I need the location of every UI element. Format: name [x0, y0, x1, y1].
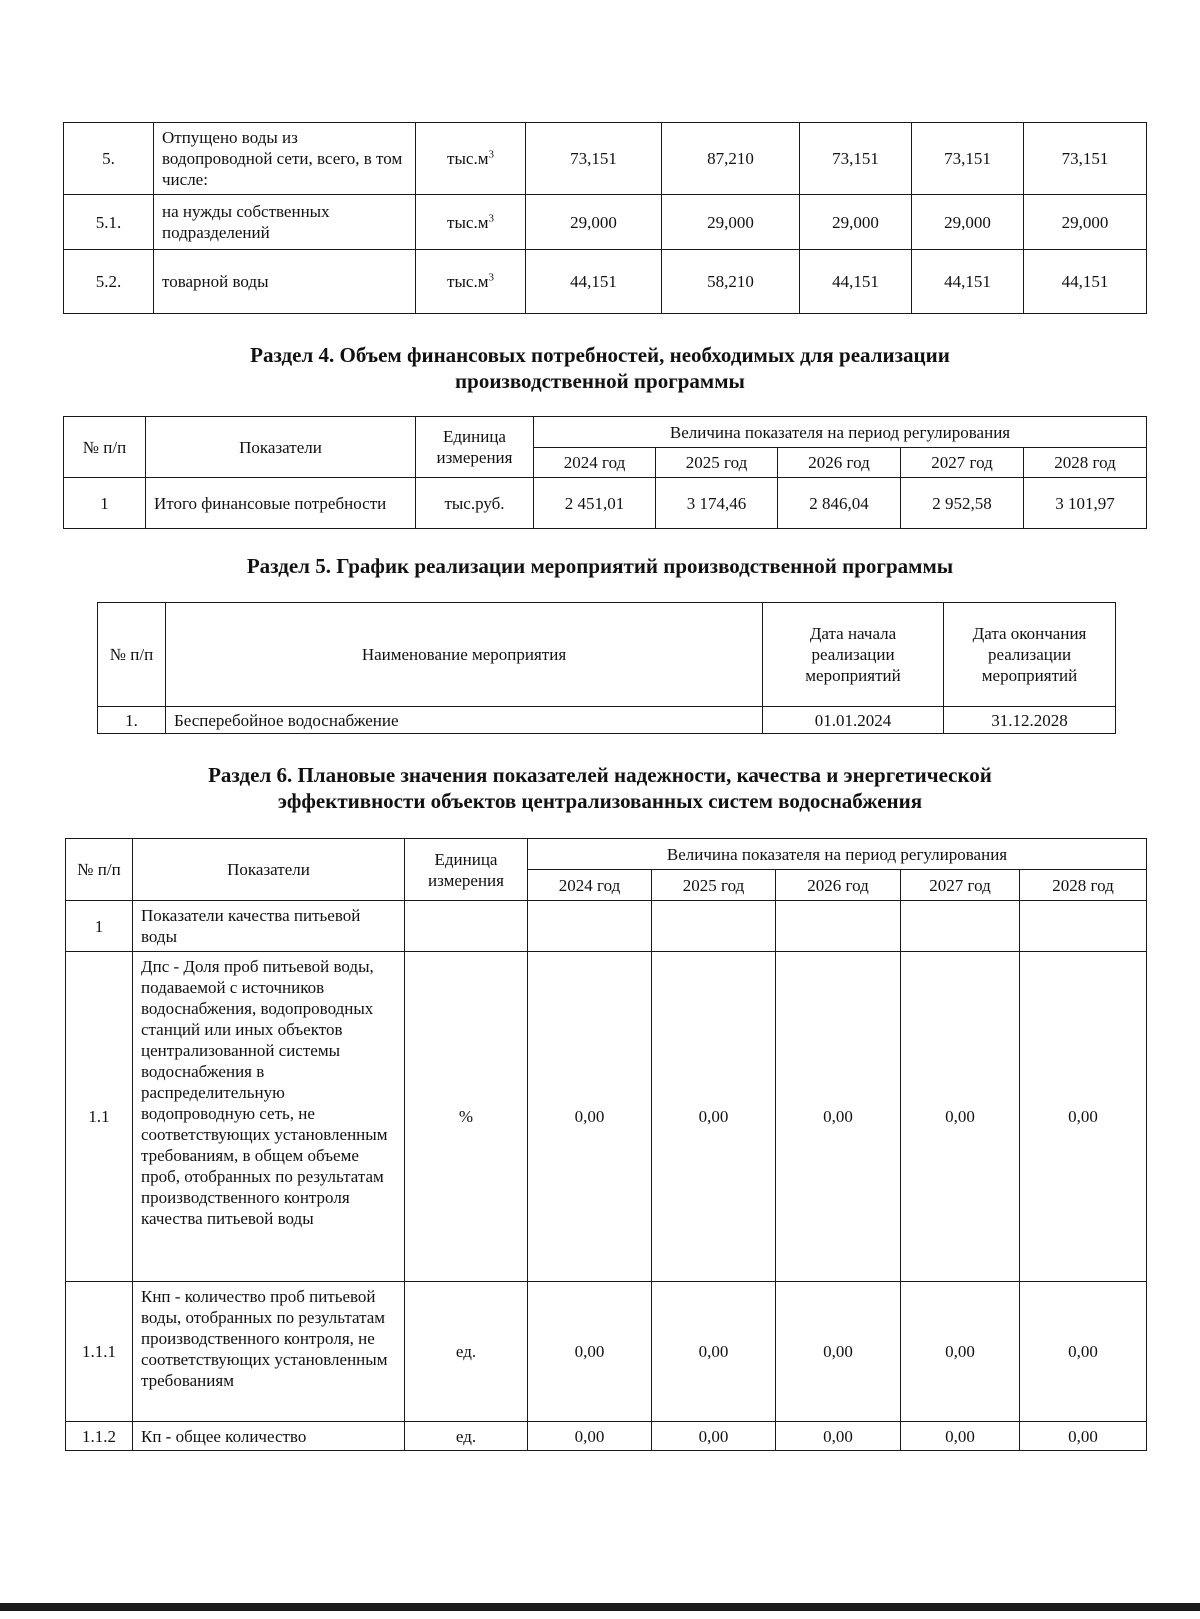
section6-title-line1: Раздел 6. Плановые значения показателей надежности, качества и энергетической	[208, 763, 992, 787]
value-cell: 29,000	[662, 195, 800, 250]
value-cell: 2 451,01	[534, 478, 656, 529]
value-cell	[652, 901, 776, 952]
row-num: 1.	[98, 707, 166, 734]
header-year: 2028 год	[1020, 870, 1147, 901]
table-reliability-indicators	[65, 838, 1147, 1451]
table-row	[66, 952, 1147, 1282]
table-row	[66, 901, 1147, 952]
unit-text: тыс.м	[447, 212, 489, 232]
row-name: Показатели качества питьевой воды	[133, 901, 405, 952]
row-unit	[416, 195, 526, 250]
header-row	[64, 417, 1147, 448]
row-num: 1.1.2	[66, 1422, 133, 1451]
row-name: товарной воды	[154, 250, 416, 314]
row-num: 1.1.1	[66, 1282, 133, 1422]
unit-text: тыс.м	[447, 272, 489, 291]
header-year: 2025 год	[652, 870, 776, 901]
section4-title-line1: Раздел 4. Объем финансовых потребностей, необходимых для реализации	[250, 343, 950, 367]
table-row	[64, 123, 1147, 195]
value-cell	[776, 901, 901, 952]
value-cell: 0,00	[901, 1422, 1020, 1451]
header-year: 2028 год	[1024, 448, 1147, 478]
section4-title	[0, 342, 1200, 394]
value-cell: 0,00	[901, 1282, 1020, 1422]
value-cell: 44,151	[800, 250, 912, 314]
value-cell: 0,00	[1020, 952, 1147, 1282]
value-cell: 0,00	[652, 952, 776, 1282]
value-cell: 73,151	[800, 123, 912, 195]
table-financial-needs	[63, 416, 1147, 529]
value-cell: 3 174,46	[656, 478, 778, 529]
row-name: Дпс - Доля проб питьевой воды, подаваемой с источников водоснабжения, водопроводных станций или иных объектов централизованной системы водоснабжения в распределительную водопроводную сеть, не соответствующих установленным требованиям, в общем объеме проб, отобранных по результатам производственного контроля качества питьевой воды	[133, 952, 405, 1282]
table-row	[64, 195, 1147, 250]
table-schedule	[97, 602, 1116, 734]
value-cell: 29,000	[1024, 195, 1147, 250]
header-row	[66, 839, 1147, 870]
row-num: 5.	[64, 123, 154, 195]
header-year: 2026 год	[776, 870, 901, 901]
value-cell: 0,00	[901, 952, 1020, 1282]
header-year: 2024 год	[534, 448, 656, 478]
table-row	[66, 1282, 1147, 1422]
value-cell: 44,151	[1024, 250, 1147, 314]
value-cell: 0,00	[652, 1282, 776, 1422]
row-unit: ед.	[405, 1282, 528, 1422]
value-cell: 0,00	[1020, 1422, 1147, 1451]
value-cell: 29,000	[912, 195, 1024, 250]
table-row	[66, 1422, 1147, 1451]
value-cell: 0,00	[528, 1422, 652, 1451]
row-unit: %	[405, 952, 528, 1282]
header-name: Показатели	[133, 839, 405, 901]
header-name: Показатели	[146, 417, 416, 478]
section5-title-text: Раздел 5. График реализации мероприятий производственной программы	[246, 554, 954, 578]
row-unit	[405, 901, 528, 952]
table-row	[98, 707, 1116, 734]
value-cell: 0,00	[776, 1422, 901, 1451]
header-unit: Единица измерения	[405, 839, 528, 901]
row-end-date: 31.12.2028	[944, 707, 1116, 734]
row-num: 1	[66, 901, 133, 952]
table-water-supply	[63, 122, 1147, 314]
row-num: 5.1.	[64, 195, 154, 250]
header-num: № п/п	[98, 603, 166, 707]
table-row	[64, 250, 1147, 314]
value-cell: 0,00	[652, 1422, 776, 1451]
row-unit: ед.	[405, 1422, 528, 1451]
header-year: 2024 год	[528, 870, 652, 901]
section6-title-line2: эффективности объектов централизованных систем водоснабжения	[277, 789, 923, 813]
header-num: № п/п	[64, 417, 146, 478]
row-num: 5.2.	[64, 250, 154, 314]
header-start: Дата начала реализации мероприятий	[763, 603, 944, 707]
row-name: на нужды собственных подразделений	[154, 195, 416, 250]
value-cell: 73,151	[526, 123, 662, 195]
value-cell: 29,000	[526, 195, 662, 250]
header-num: № п/п	[66, 839, 133, 901]
header-year: 2027 год	[901, 448, 1024, 478]
header-year: 2027 год	[901, 870, 1020, 901]
row-num: 1	[64, 478, 146, 529]
value-cell: 73,151	[1024, 123, 1147, 195]
value-cell: 58,210	[662, 250, 800, 314]
value-cell: 73,151	[912, 123, 1024, 195]
value-cell: 0,00	[528, 952, 652, 1282]
value-cell	[528, 901, 652, 952]
table-row	[64, 478, 1147, 529]
row-name: Отпущено воды из водопроводной сети, всего, в том числе:	[154, 123, 416, 195]
unit-text: тыс.м	[447, 149, 489, 168]
row-start-date: 01.01.2024	[763, 707, 944, 734]
value-cell: 44,151	[526, 250, 662, 314]
value-cell	[901, 901, 1020, 952]
row-unit	[416, 123, 526, 195]
value-cell: 2 952,58	[901, 478, 1024, 529]
header-unit: Единица измерения	[416, 417, 534, 478]
header-end: Дата окончания реализации мероприятий	[944, 603, 1116, 707]
unit-sup: 3	[488, 271, 494, 284]
value-cell: 3 101,97	[1024, 478, 1147, 529]
section6-title	[0, 762, 1200, 814]
header-name: Наименование мероприятия	[166, 603, 763, 707]
header-row	[98, 603, 1116, 707]
scan-edge-bar	[0, 1603, 1200, 1611]
row-unit	[416, 250, 526, 314]
section5-title	[0, 553, 1200, 579]
row-name: Кнп - количество проб питьевой воды, отобранных по результатам производственного контроля, не соответствующих установленным требованиям	[133, 1282, 405, 1422]
value-cell	[1020, 901, 1147, 952]
row-name: Бесперебойное водоснабжение	[166, 707, 763, 734]
value-cell: 87,210	[662, 123, 800, 195]
header-period: Величина показателя на период регулирования	[534, 417, 1147, 448]
value-cell: 0,00	[1020, 1282, 1147, 1422]
value-cell: 29,000	[800, 195, 912, 250]
value-cell: 0,00	[776, 952, 901, 1282]
row-unit: тыс.руб.	[416, 478, 534, 529]
value-cell: 44,151	[912, 250, 1024, 314]
row-name: Итого финансовые потребности	[146, 478, 416, 529]
header-year: 2026 год	[778, 448, 901, 478]
value-cell: 0,00	[528, 1282, 652, 1422]
section4-title-line2: производственной программы	[455, 369, 745, 393]
header-period: Величина показателя на период регулирования	[528, 839, 1147, 870]
value-cell: 0,00	[776, 1282, 901, 1422]
row-name: Кп - общее количество	[133, 1422, 405, 1451]
value-cell: 2 846,04	[778, 478, 901, 529]
unit-sup: 3	[488, 211, 494, 224]
row-num: 1.1	[66, 952, 133, 1282]
header-year: 2025 год	[656, 448, 778, 478]
unit-sup: 3	[488, 148, 494, 161]
